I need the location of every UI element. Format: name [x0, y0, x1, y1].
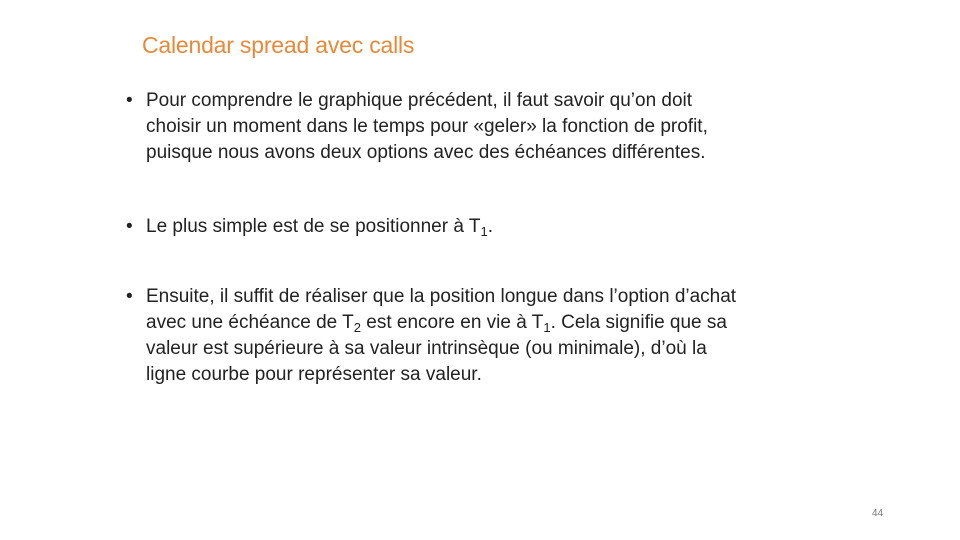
bullet-marker: •: [126, 90, 133, 111]
bullet-item: [126, 284, 846, 388]
text-segment: est encore en vie à T: [360, 312, 544, 333]
bullet-text-line: puisque nous avons deux options avec des échéances différentes.: [146, 142, 706, 163]
bullet-text-line: Pour comprendre le graphique précédent, il faut savoir qu’on doit: [146, 90, 693, 111]
bullet-text-line: choisir un moment dans le temps pour «geler» la fonction de profit,: [146, 116, 708, 137]
bullet-text-line: valeur est supérieure à sa valeur intrinsèque (ou minimale), d’où la: [146, 338, 707, 359]
text-segment: .: [487, 216, 493, 237]
bullet-item: [126, 88, 846, 166]
bullet-text-line: [146, 310, 846, 336]
bullet-text-line: ligne courbe pour représenter sa valeur.: [146, 364, 482, 385]
text-segment: . Cela signifie que sa: [550, 312, 727, 333]
text-segment: avec une échéance de T: [146, 312, 354, 333]
bullet-marker: •: [126, 216, 133, 237]
subscript: 2: [353, 320, 361, 335]
page-number: 44: [872, 508, 884, 519]
bullet-item: [126, 214, 846, 240]
text-segment: Le plus simple est de se positionner à T: [146, 216, 481, 237]
bullet-text-line: [146, 214, 846, 240]
bullet-list: [126, 86, 846, 388]
slide-title: Calendar spread avec calls: [142, 32, 415, 58]
subscript: 1: [543, 320, 551, 335]
subscript: 1: [480, 224, 488, 239]
bullet-marker: •: [126, 286, 133, 307]
bullet-text-line: Ensuite, il suffit de réaliser que la position longue dans l’option d’achat: [146, 286, 737, 307]
